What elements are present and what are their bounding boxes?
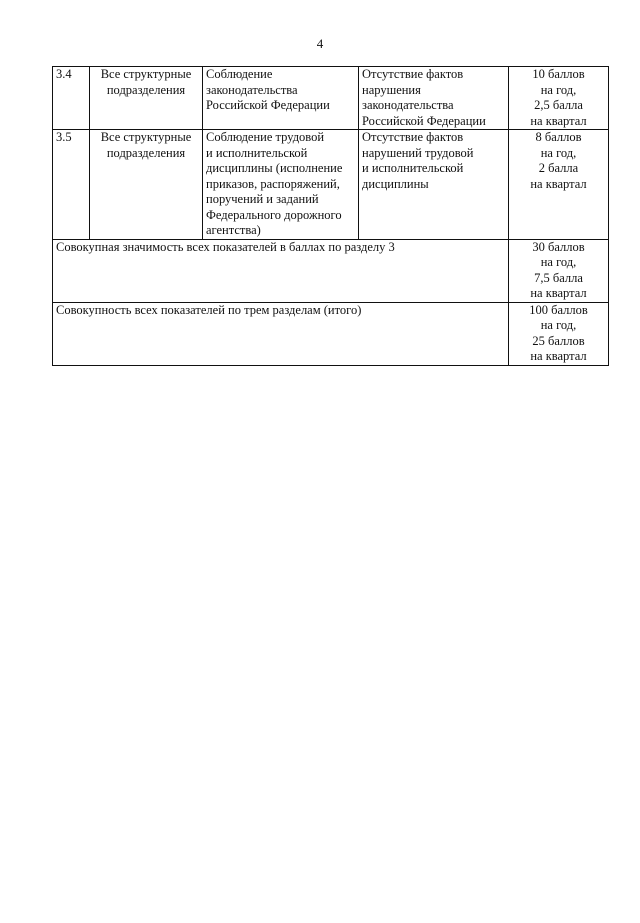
- criterion-text: дисциплины: [362, 176, 429, 191]
- indicators-table: [52, 66, 609, 366]
- unit-text: Все структурные: [100, 67, 192, 81]
- score-text: 30 баллов: [532, 239, 585, 254]
- unit-cell: [90, 67, 203, 130]
- indicator-text: агентства): [206, 223, 261, 237]
- score-text: на квартал: [530, 286, 587, 300]
- total-label-cell: [53, 239, 509, 302]
- criterion-text: нарушений трудовой: [362, 145, 474, 160]
- score-text: 100 баллов: [529, 302, 588, 317]
- total-row-section: [53, 239, 609, 302]
- indicator-text: Федерального дорожного: [206, 207, 342, 222]
- score-text: 10 баллов: [532, 67, 585, 81]
- score-text: на квартал: [530, 349, 587, 363]
- total-score-cell: [509, 302, 609, 365]
- indicator-text: приказов, распоряжений,: [206, 176, 340, 191]
- indicator-cell: [203, 130, 359, 240]
- criterion-text: Отсутствие фактов: [362, 67, 464, 81]
- total-row-all: [53, 302, 609, 365]
- row-number-cell: [53, 67, 90, 130]
- total-label: Совокупность всех показателей по трем разделам (итого): [56, 302, 362, 317]
- criterion-text: и исполнительской: [362, 161, 464, 175]
- indicator-text: и исполнительской: [206, 145, 308, 160]
- table-row: [53, 67, 609, 130]
- table-row: [53, 130, 609, 240]
- score-text: на год,: [540, 145, 577, 160]
- criterion-cell: [359, 67, 509, 130]
- score-text: 2 балла: [538, 161, 579, 175]
- score-text: 7,5 балла: [534, 270, 583, 285]
- criterion-text: нарушения: [362, 82, 421, 97]
- total-label-cell: [53, 302, 509, 365]
- score-cell: [509, 67, 609, 130]
- score-cell: [509, 130, 609, 240]
- indicator-text: дисциплины (исполнение: [206, 161, 343, 175]
- total-label: Совокупная значимость всех показателей в баллах по разделу 3: [56, 239, 395, 254]
- score-text: на год,: [540, 82, 577, 97]
- row-number: 3.4: [56, 67, 72, 81]
- score-text: на квартал: [530, 176, 587, 191]
- indicator-cell: [203, 67, 359, 130]
- unit-text: Все структурные: [100, 130, 192, 144]
- score-text: на год,: [540, 318, 577, 332]
- criterion-text: законодательства: [362, 98, 454, 112]
- row-number: 3.5: [56, 130, 72, 144]
- criterion-text: Российской Федерации: [362, 113, 486, 128]
- page-number: 4: [316, 36, 324, 51]
- indicator-text: поручений и заданий: [206, 192, 319, 206]
- indicator-text: Соблюдение трудовой: [206, 130, 325, 144]
- unit-text: подразделения: [106, 82, 186, 97]
- total-score-cell: [509, 239, 609, 302]
- criterion-cell: [359, 130, 509, 240]
- score-text: 8 баллов: [535, 130, 582, 144]
- unit-cell: [90, 130, 203, 240]
- unit-text: подразделения: [106, 145, 186, 160]
- indicator-text: законодательства: [206, 82, 298, 97]
- score-text: 2,5 балла: [534, 98, 583, 112]
- indicator-text: Соблюдение: [206, 67, 273, 81]
- row-number-cell: [53, 130, 90, 240]
- score-text: на год,: [540, 255, 577, 269]
- score-text: 25 баллов: [532, 333, 585, 348]
- indicator-text: Российской Федерации: [206, 98, 330, 112]
- criterion-text: Отсутствие фактов: [362, 130, 464, 144]
- score-text: на квартал: [530, 113, 587, 128]
